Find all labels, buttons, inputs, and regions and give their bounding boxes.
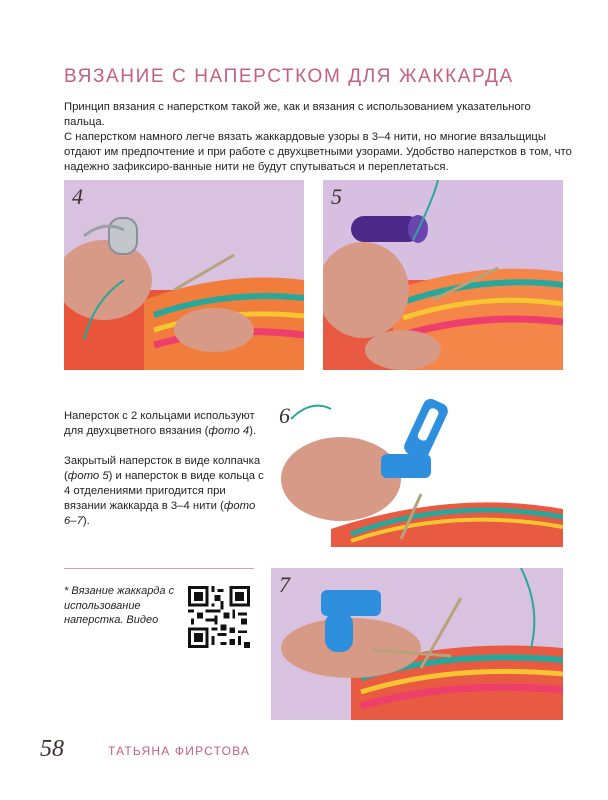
photo-ref: фото 5 bbox=[67, 470, 109, 482]
caption bbox=[64, 409, 264, 544]
photo-number: 5 bbox=[331, 184, 342, 209]
intro-paragraph-1: Принцип вязания с наперстком такой же, как и вязания с использованием указательного пальца. bbox=[64, 101, 531, 128]
photo-ref: фото 6–7 bbox=[64, 500, 256, 527]
divider bbox=[64, 568, 254, 569]
page-number: 58 bbox=[40, 736, 64, 762]
photo-number: 7 bbox=[279, 572, 290, 597]
intro-text bbox=[64, 100, 574, 175]
caption-paragraph-2: Закрытый наперсток в виде колпачка (фото 5) и наперсток в виде кольца с 4 отделениями пригодится при вязании жаккарда в 3–4 нити (фото 6–7). bbox=[64, 455, 264, 527]
photo-number: 6 bbox=[279, 403, 290, 428]
qr-code-icon[interactable] bbox=[188, 586, 250, 648]
photo-5-cap-thimble bbox=[323, 180, 563, 370]
page-title: ВЯЗАНИЕ С НАПЕРСТКОМ ДЛЯ ЖАККАРДА bbox=[64, 66, 514, 87]
author-name: ТАТЬЯНА ФИРСТОВА bbox=[108, 744, 251, 758]
photo-4-two-ring-thimble bbox=[64, 180, 304, 370]
intro-paragraph-2: С наперстком намного легче вязать жаккардовые узоры в 3–4 нити, но многие вязальщицы отдают им предпочтение и при работе с двухцветными узорами. Удобство наперстков в том, что надежно зафиксиро-ванные нити не будут спутываться и переплетаться. bbox=[64, 131, 572, 173]
caption-paragraph-1: Наперсток с 2 кольцами используют для двухцветного вязания (фото 4). bbox=[64, 410, 257, 437]
photo-6-blue-thimble bbox=[271, 399, 563, 547]
photo-number: 4 bbox=[72, 184, 83, 209]
photo-ref: фото 4 bbox=[208, 425, 250, 437]
photo-7-ring-thimble bbox=[271, 568, 563, 720]
video-note: * Вязание жаккарда с использование наперстка. Видео bbox=[64, 585, 175, 626]
